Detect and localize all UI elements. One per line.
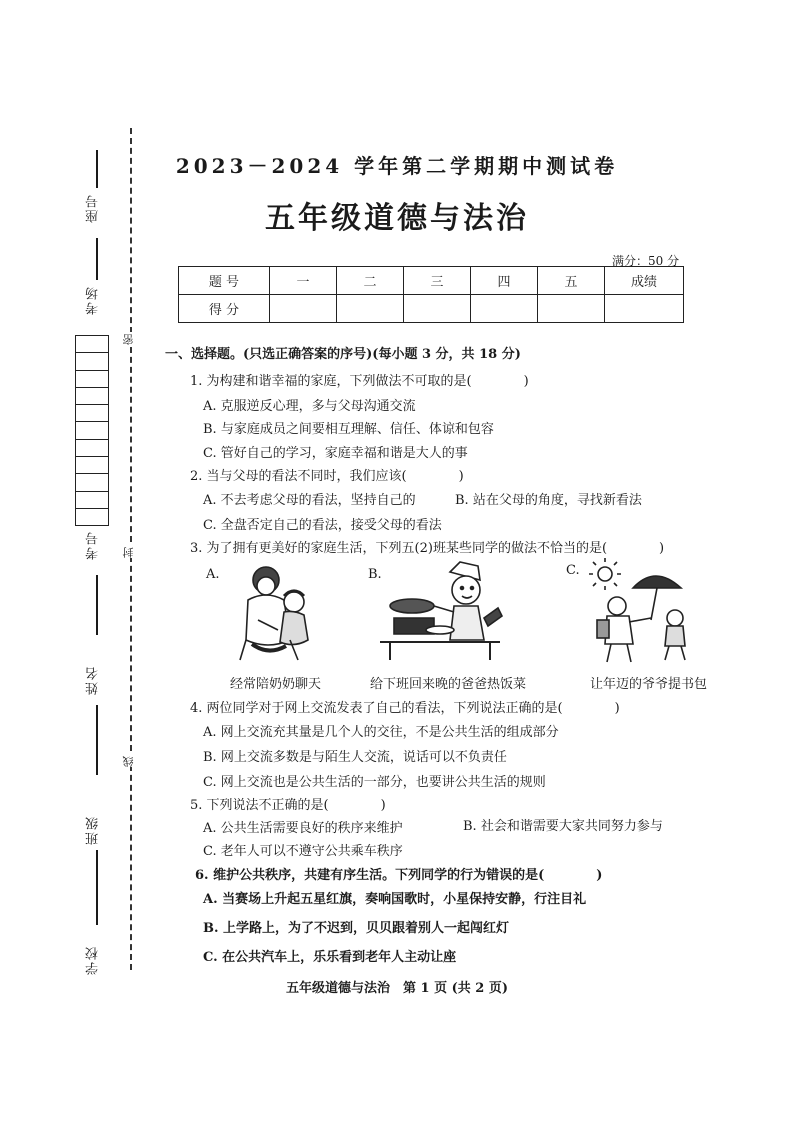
q1-option-b[interactable]: B. 与家庭成员之间要相互理解、信任、体谅和包容	[203, 422, 494, 437]
q6-option-a[interactable]: A. 当赛场上升起五星红旗，奏响国歌时，小星保持安静，行注目礼	[203, 892, 587, 907]
score-table	[178, 266, 684, 323]
score-input-cell[interactable]	[605, 295, 684, 323]
score-table-header-row	[179, 267, 684, 295]
subject-title: 五年级道德与法治	[265, 201, 529, 236]
q6-option-b[interactable]: B. 上学路上，为了不迟到，贝贝跟着别人一起闯红灯	[203, 921, 510, 936]
q4-option-c[interactable]: C. 网上交流也是公共生活的一部分，也要讲公共生活的规则	[203, 775, 546, 790]
q3-stem: 3. 为了拥有更美好的家庭生活，下列五(2)班某些同学的做法不恰当的是( )	[190, 541, 665, 556]
q4-option-a[interactable]: A. 网上交流充其量是几个人的交往，不是公共生活的组成部分	[203, 725, 559, 740]
q2-option-b[interactable]: B. 站在父母的角度，寻找新看法	[455, 493, 642, 508]
page-footer: 五年级道德与法治 第 1 页 (共 2 页)	[285, 981, 509, 996]
heating-food-illustration	[380, 560, 505, 660]
q4-stem: 4. 两位同学对于网上交流发表了自己的看法，下列说法正确的是( )	[190, 701, 620, 716]
score-cell: 三	[404, 267, 471, 295]
q5-option-c[interactable]: C. 老年人可以不遵守公共乘车秩序	[203, 844, 403, 859]
grandpa-bag-illustration	[585, 560, 705, 665]
score-cell: 五	[538, 267, 605, 295]
q3-label-b[interactable]: B.	[368, 567, 382, 582]
seal-xian: 线	[122, 754, 135, 767]
exam-no-label: 考号	[86, 530, 101, 560]
exam-title: 2023－2024 学年第二学期期中测试卷	[175, 154, 619, 178]
q6-stem: 6. 维护公共秩序，共建有序生活。下列同学的行为错误的是( )	[195, 868, 603, 883]
score-input-cell[interactable]	[337, 295, 404, 323]
q2-stem: 2. 当与父母的看法不同时，我们应该( )	[190, 469, 464, 484]
q6-option-c[interactable]: C. 在公共汽车上，乐乐看到老年人主动让座	[203, 950, 457, 965]
name-fill-line	[96, 705, 98, 775]
school-label: 学校	[86, 945, 101, 975]
score-cell: 得 分	[179, 295, 270, 323]
seal-feng: 封	[122, 545, 135, 558]
score-cell: 题 号	[179, 267, 270, 295]
class-fill-line	[96, 850, 98, 925]
room-label: 考场	[86, 285, 101, 315]
score-input-cell[interactable]	[538, 295, 605, 323]
score-cell: 二	[337, 267, 404, 295]
score-input-cell[interactable]	[471, 295, 538, 323]
score-table-score-row	[179, 295, 684, 323]
q4-option-b[interactable]: B. 网上交流多数是与陌生人交流，说话可以不负责任	[203, 750, 507, 765]
seal-mi: 密	[122, 332, 135, 345]
q5-option-a[interactable]: A. 公共生活需要良好的秩序来维护	[203, 821, 403, 836]
q1-option-a[interactable]: A. 克服逆反心理，多与父母沟通交流	[203, 399, 416, 414]
section-heading: 一、选择题。(只选正确答案的序号)(每小题 3 分，共 18 分)	[165, 347, 521, 362]
q3-caption-b: 给下班回来晚的爸爸热饭菜	[370, 677, 527, 692]
q3-caption-a: 经常陪奶奶聊天	[230, 677, 322, 692]
q2-option-a[interactable]: A. 不去考虑父母的看法，坚持自己的	[203, 493, 416, 508]
full-mark: 满分：50 分	[612, 254, 680, 268]
seat-label: 座号	[86, 193, 101, 223]
grandma-chat-illustration	[228, 560, 328, 665]
name-label: 姓名	[86, 665, 101, 695]
score-input-cell[interactable]	[404, 295, 471, 323]
score-cell: 四	[471, 267, 538, 295]
q2-option-c[interactable]: C. 全盘否定自己的看法，接受父母的看法	[203, 518, 442, 533]
exam-number-grid[interactable]	[75, 335, 109, 526]
score-cell: 成绩	[605, 267, 684, 295]
q1-stem: 1. 为构建和谐幸福的家庭，下列做法不可取的是( )	[190, 374, 529, 389]
q5-stem: 5. 下列说法不正确的是( )	[190, 798, 386, 813]
q1-option-c[interactable]: C. 管好自己的学习，家庭幸福和谐是大人的事	[203, 446, 468, 461]
q3-label-c[interactable]: C.	[566, 563, 580, 578]
q3-caption-c: 让年迈的爷爷提书包	[590, 677, 708, 692]
score-cell: 一	[270, 267, 337, 295]
room-fill-line	[96, 238, 98, 280]
exam-no-fill-line	[96, 575, 98, 635]
class-label: 班级	[86, 815, 101, 845]
q5-option-b[interactable]: B. 社会和谐需要大家共同努力参与	[463, 819, 663, 834]
q3-label-a[interactable]: A.	[206, 567, 220, 582]
score-input-cell[interactable]	[270, 295, 337, 323]
